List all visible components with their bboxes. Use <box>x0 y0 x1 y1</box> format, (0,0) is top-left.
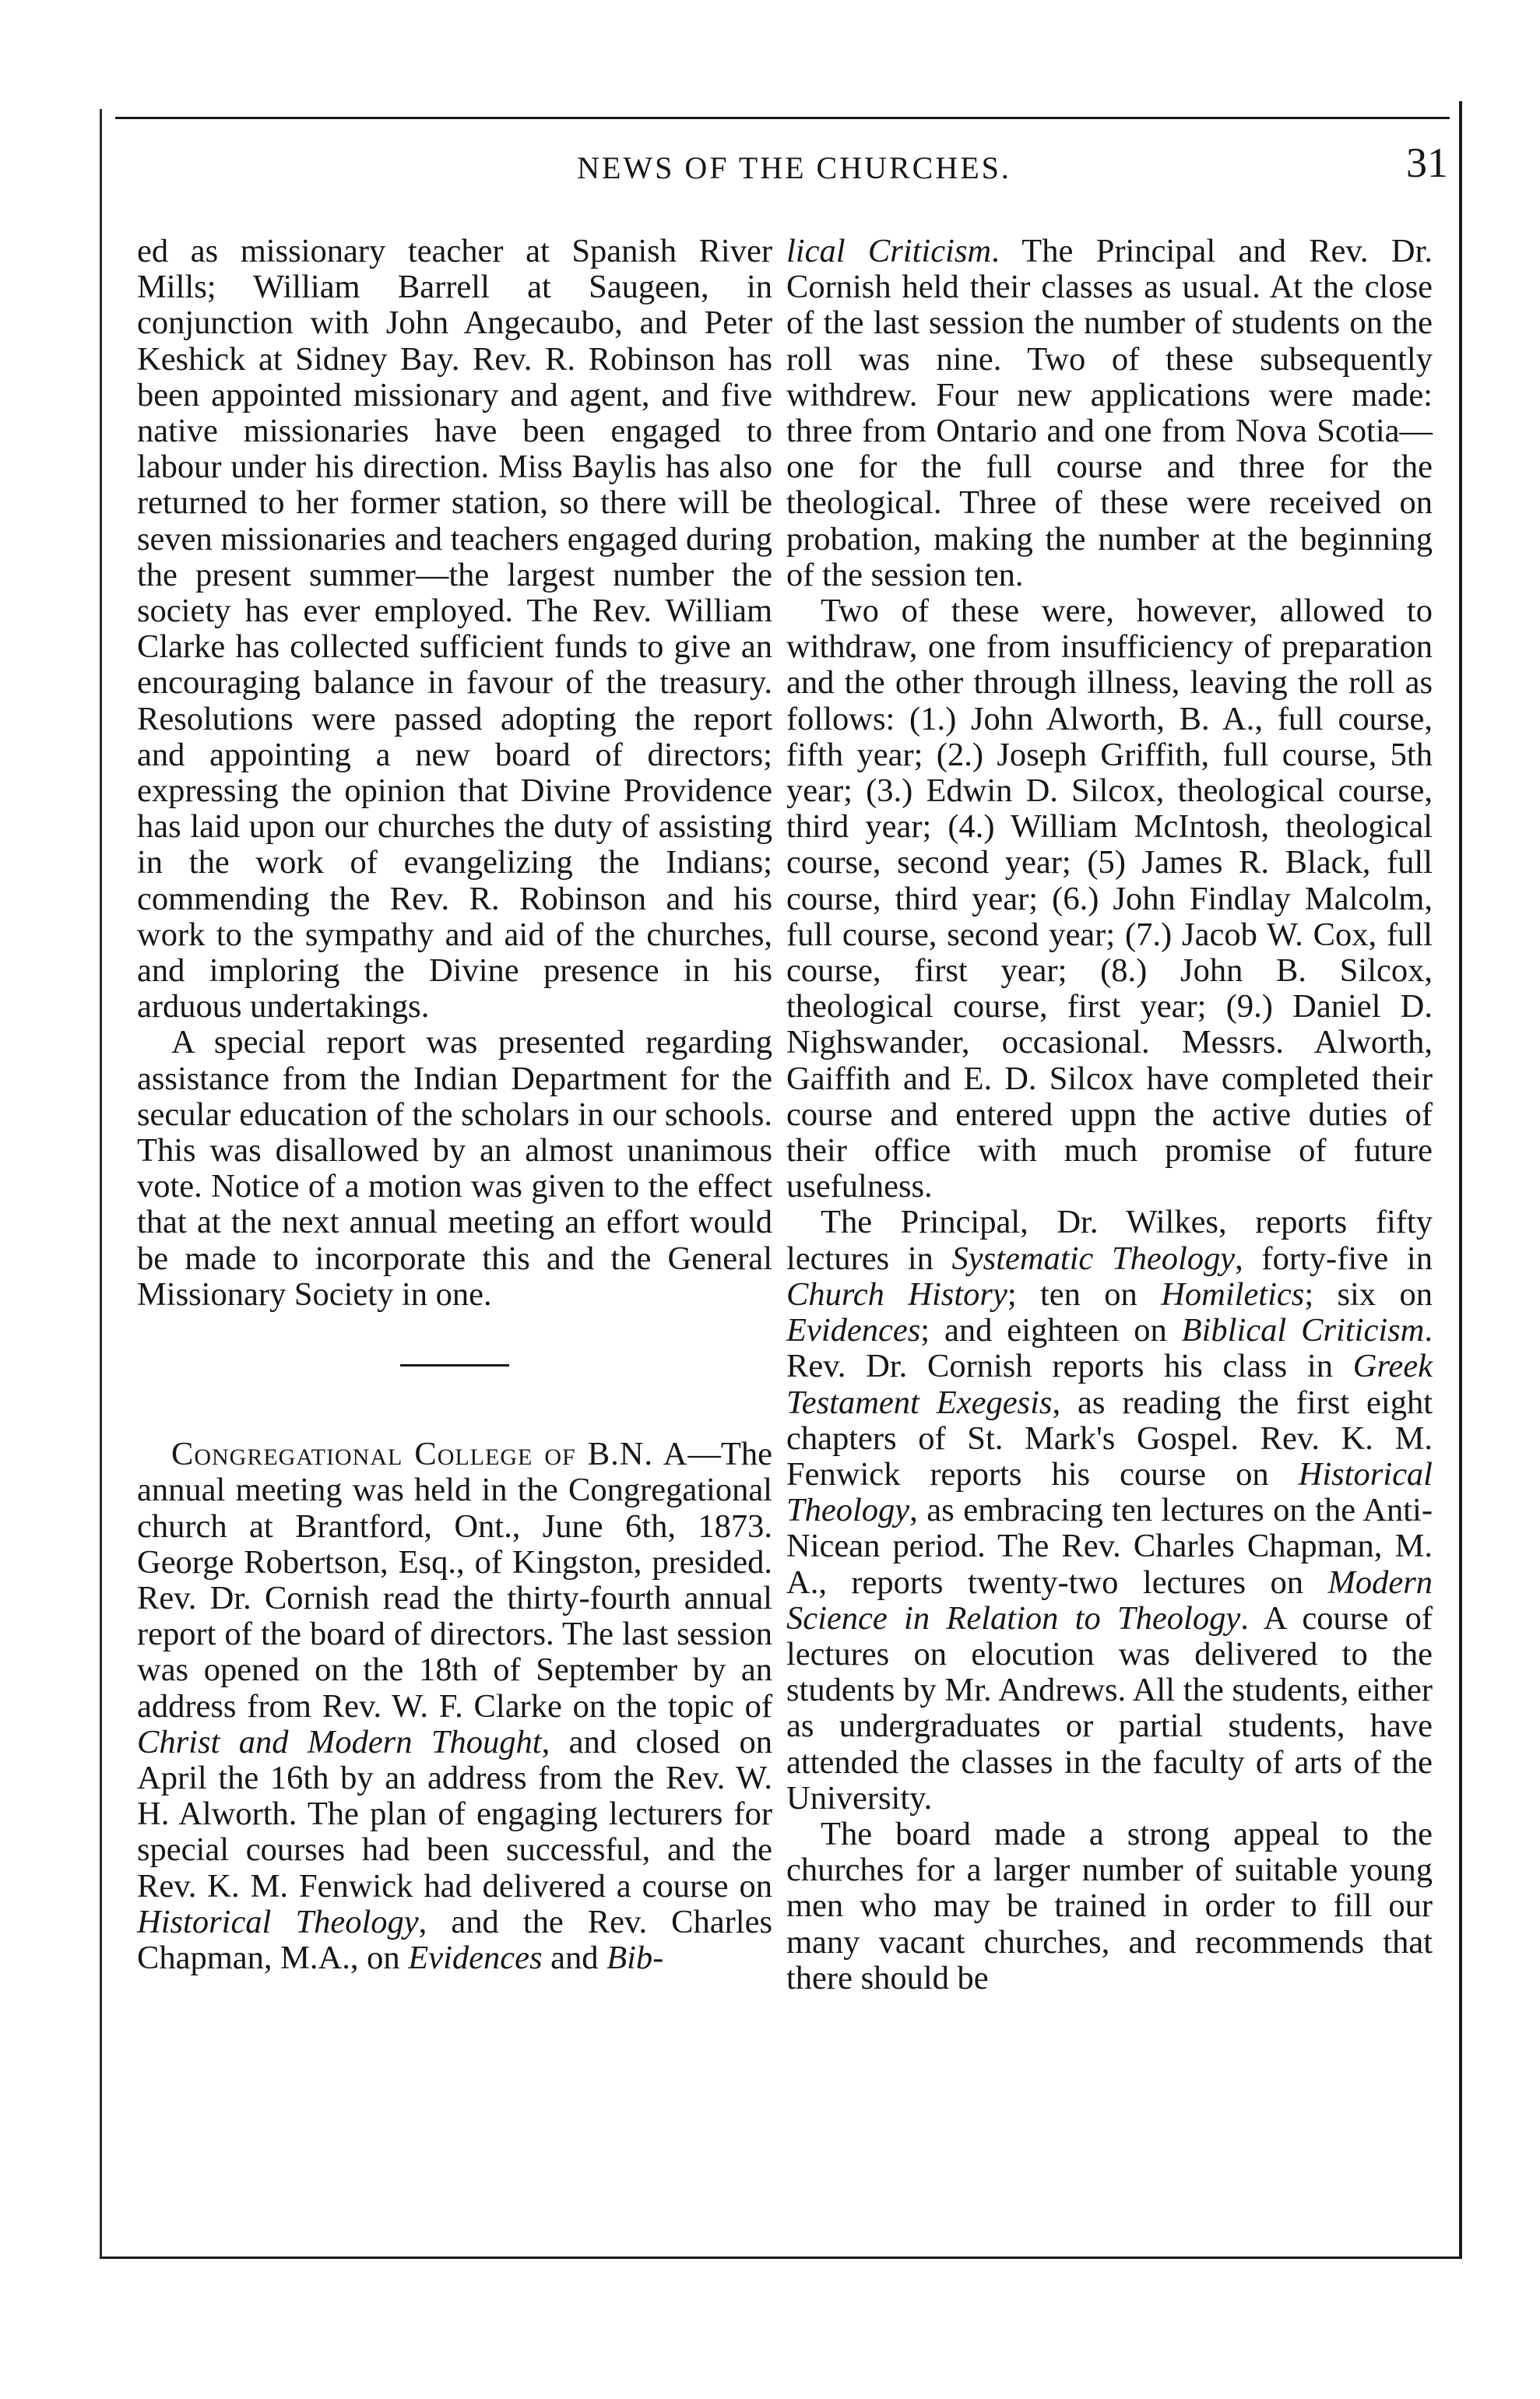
college-report-paragraph: Congregational College of B.N. A—The annual meeting was held in the Congregational church at Brantford, Ont., June 6th, 1873. George Robertson, Esq., of Kingston, presided. Rev. Dr. Cornish read the thirty-fourth annual report of the board of directors. The last session was opened on the 18th of September by an address from Rev. W. F. Clarke on the topic of Christ and Modern Thought, and closed on April the 16th by an address from the Rev. W. H. Alworth. The plan of engaging lecturers for special courses had been successful, and the Rev. K. M. Fenwick had delivered a course on Historical Theology, and the Rev. Charles Chapman, M.A., on Evidences and Bib- <box>137 1436 772 1976</box>
page-frame-bottom-rule <box>100 2257 1462 2259</box>
page-frame-left-rule <box>100 109 102 2258</box>
page-frame-top-rule <box>115 117 1450 119</box>
college-section-heading: Congregational College of B.N. A <box>171 1436 688 1473</box>
student-list-paragraph: Two of these were, however, allowed to withdraw, one from insufficiency of preparation and the other through illness, leaving the roll as follows: (1.) John Alworth, B. A., full course, fifth year; (2.) Joseph Griffith, full course, 5th year; (3.) Edwin D. Silcox, theological course, third year; (4.) William McIntosh, theological course, second year; (5) James R. Black, full course, third year; (6.) John Findlay Malcolm, full course, second year; (7.) Jacob W. Cox, full course, first year; (8.) John B. Silcox, theological course, first year; (9.) Daniel D. Nighswander, occasional. Messrs. Alworth, Gaiffith and E. D. Silcox have completed their course and entered uppn the active duties of their office with much promise of future usefulness. <box>786 593 1433 1205</box>
lectures-paragraph: The Principal, Dr. Wilkes, reports fifty lectures in Systematic Theology, forty-five in Church History; ten on Homiletics; six on Evidences; and eighteen on Biblical Criticism. Rev. Dr. Cornish reports his class in Greek Testament Exegesis, as reading the first eight chapters of St. Mark's Gospel. Rev. K. M. Fenwick reports his course on Historical Theology, as embracing ten lectures on the Anti-Nicean period. The Rev. Charles Chapman, M. A., reports twenty-two lectures on Modern Science in Relation to Theology. A course of lectures on elocution was delivered to the students by Mr. Andrews. All the students, either as undergraduates or partial students, have attended the classes in the faculty of arts of the University. <box>786 1204 1433 1817</box>
mission-report-paragraph: ed as missionary teacher at Spanish River Mills; William Barrell at Saugeen, in conjunction with John Angecaubo, and Peter Keshick at Sidney Bay. Rev. R. Robinson has been appointed missionary and agent, and five native missionaries have been engaged to labour under his direction. Miss Baylis has also returned to her former station, so there will be seven missionaries and teachers engaged during the present summer—the largest number the society has ever employed. The Rev. William Clarke has collected sufficient funds to give an encouraging balance in favour of the treasury. Resolutions were passed adopting the report and appointing a new board of directors; expressing the opinion that Divine Providence has laid upon our churches the duty of assisting in the work of evangelizing the Indians; commending the Rev. R. Robinson and his work to the sympathy and aid of the churches, and imploring the Divine presence in his arduous undertakings. <box>137 233 772 1025</box>
section-divider <box>400 1364 509 1367</box>
students-roll-paragraph: lical Criticism. The Principal and Rev. Dr. Cornish held their classes as usual. At the close of the last session the number of students on the roll was nine. Two of these subsequently withdrew. Four new applications were made: three from Ontario and one from Nova Scotia—one for the full course and three for the theological. Three of these were received on probation, making the number at the beginning of the session ten. <box>786 233 1433 593</box>
left-column <box>137 234 772 1976</box>
page-frame-right-rule <box>1459 101 1462 2258</box>
right-column <box>786 234 1433 1996</box>
page-number: 31 <box>1406 139 1448 186</box>
special-report-paragraph: A special report was presented regarding assistance from the Indian Department for the secular education of the scholars in our schools. This was disallowed by an almost unanimous vote. Notice of a motion was given to the effect that at the next annual meeting an effort would be made to incorporate this and the General Missionary Society in one. <box>137 1024 772 1313</box>
board-appeal-paragraph: The board made a strong appeal to the churches for a larger number of suitable young men who may be trained in order to fill our many vacant churches, and recommends that there should be <box>786 1815 1433 1996</box>
running-title: NEWS OF THE CHURCHES. <box>577 150 1011 185</box>
